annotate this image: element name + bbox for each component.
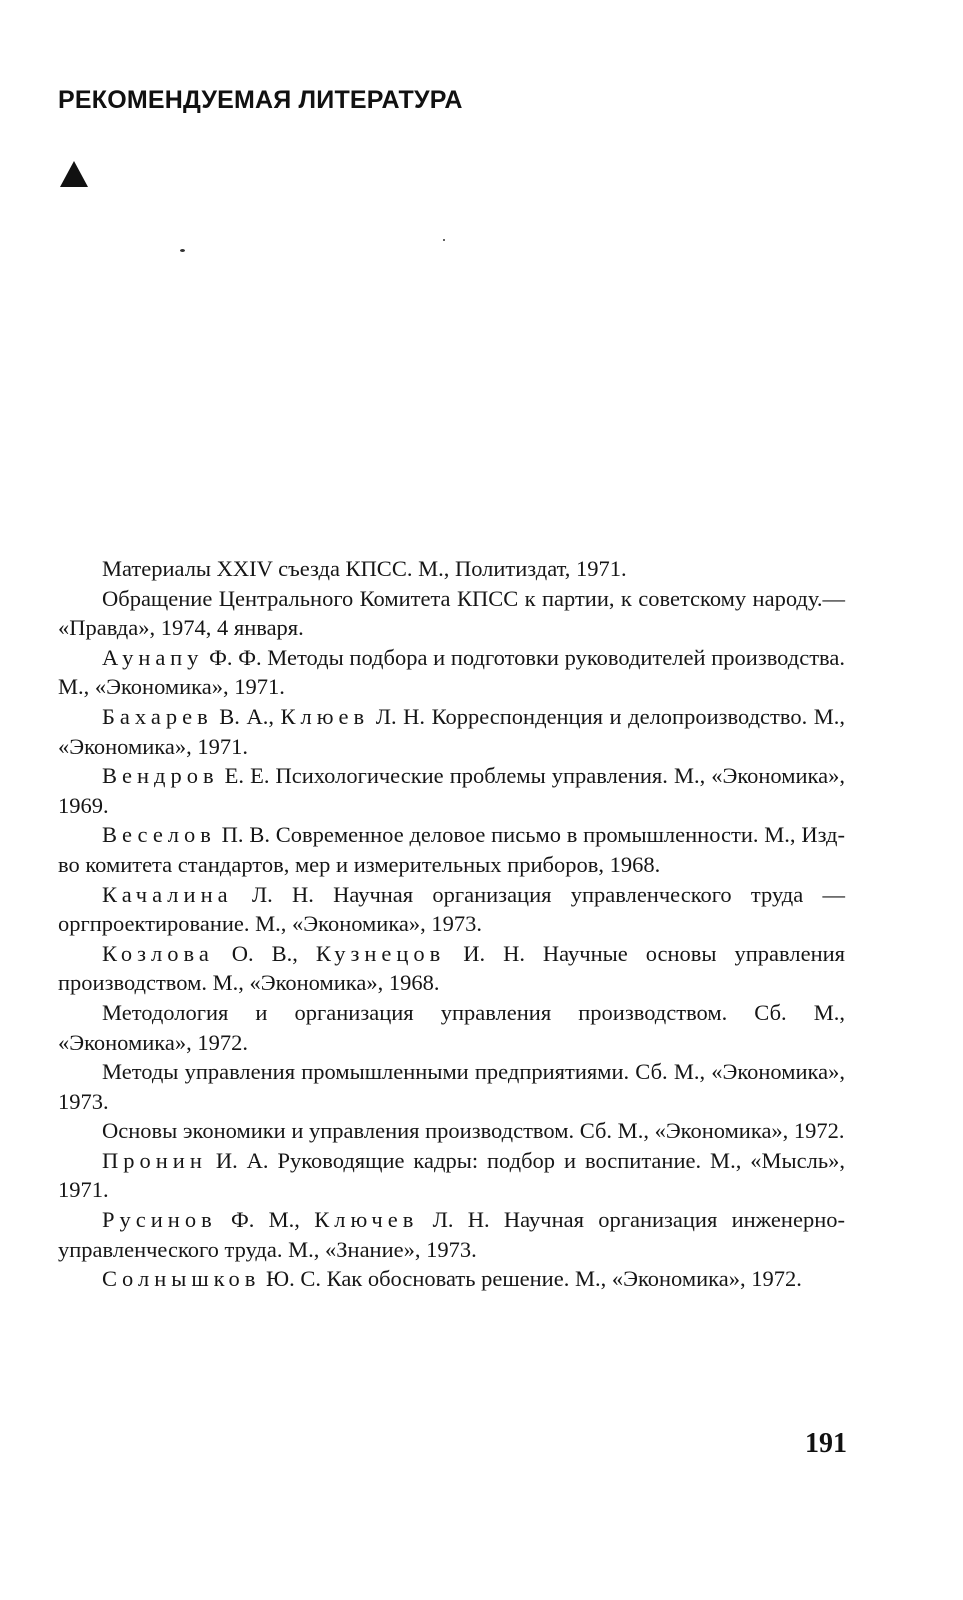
reference-item	[58, 702, 845, 761]
reference-author: Пронин	[102, 1147, 207, 1173]
reference-author: Веселов	[102, 822, 216, 848]
reference-item	[58, 939, 845, 998]
reference-text: Методология и организация управления производством. Сб. М., «Экономика», 1972.	[58, 999, 845, 1055]
reference-item	[58, 880, 845, 939]
reference-text: О. В.,	[213, 940, 316, 966]
reference-text: Л. Н. Научная организация управленческого труда — оргпроектирование. М., «Экономика», 1973.	[58, 881, 845, 937]
reference-item	[58, 554, 845, 584]
reference-text: Методы управления промышленными предприятиями. Сб. М., «Экономика», 1973.	[58, 1059, 845, 1114]
triangle-marker-icon	[60, 161, 88, 187]
reference-list	[58, 554, 845, 1294]
page-number: 191	[805, 1428, 847, 1459]
reference-author: Солнышков	[102, 1266, 261, 1292]
print-speck	[443, 239, 445, 241]
reference-coauthor: Клюев	[280, 703, 370, 729]
reference-item	[58, 820, 845, 879]
reference-text: Е. Е. Психологические проблемы управления. М., «Экономика», 1969.	[58, 763, 845, 818]
reference-item	[58, 998, 845, 1057]
reference-author: Вендров	[102, 763, 219, 789]
reference-text: Обращение Центрального Комитета КПСС к партии, к советскому народу.— «Правда», 1974, 4 января.	[58, 585, 845, 641]
reference-item	[58, 1264, 845, 1294]
reference-coauthor: Ключев	[314, 1207, 419, 1233]
reference-text: Ф. Ф. Методы подбора и подготовки руководителей производства. М., «Экономика», 1971.	[58, 644, 845, 700]
reference-item	[58, 1205, 845, 1264]
reference-item	[58, 1116, 845, 1146]
reference-item	[58, 761, 845, 820]
reference-text: Ю. С. Как обосновать решение. М., «Экономика», 1972.	[260, 1266, 802, 1292]
reference-author: Бахарев	[102, 703, 213, 729]
reference-text: В. А.,	[212, 703, 281, 729]
reference-author: Аунапу	[102, 644, 204, 670]
reference-text: П. В. Современное деловое письмо в промышленности. М., Изд-во комитета стандартов, мер и измерительных приборов, 1968.	[58, 822, 845, 877]
reference-text: Ф. М.,	[216, 1207, 315, 1233]
reference-item	[58, 1057, 845, 1116]
reference-author: Козлова	[102, 940, 214, 966]
reference-item	[58, 643, 845, 702]
reference-author: Русинов	[102, 1207, 217, 1233]
reference-coauthor: Кузнецов	[315, 940, 446, 966]
reference-text: И. Н. Научные основы управления производством. М., «Экономика», 1968.	[58, 940, 845, 996]
reference-text: Основы экономики и управления производством. Сб. М., «Экономика», 1972.	[102, 1118, 845, 1144]
reference-text: И. А. Руководящие кадры: подбор и воспитание. М., «Мысль», 1971.	[58, 1147, 845, 1203]
reference-text: Материалы XXIV съезда КПСС. М., Политиздат, 1971.	[102, 556, 627, 581]
reference-text: Л. Н. Научная организация инженерно-управленческого труда. М., «Знание», 1973.	[58, 1207, 845, 1262]
page-title: РЕКОМЕНДУЕМАЯ ЛИТЕРАТУРА	[58, 86, 463, 114]
print-speck	[180, 249, 185, 252]
reference-text: Л. Н. Корреспонденция и делопроизводство. М., «Экономика», 1971.	[58, 703, 846, 759]
reference-item	[58, 584, 845, 643]
reference-item	[58, 1146, 845, 1205]
reference-author: Качалина	[102, 881, 233, 907]
